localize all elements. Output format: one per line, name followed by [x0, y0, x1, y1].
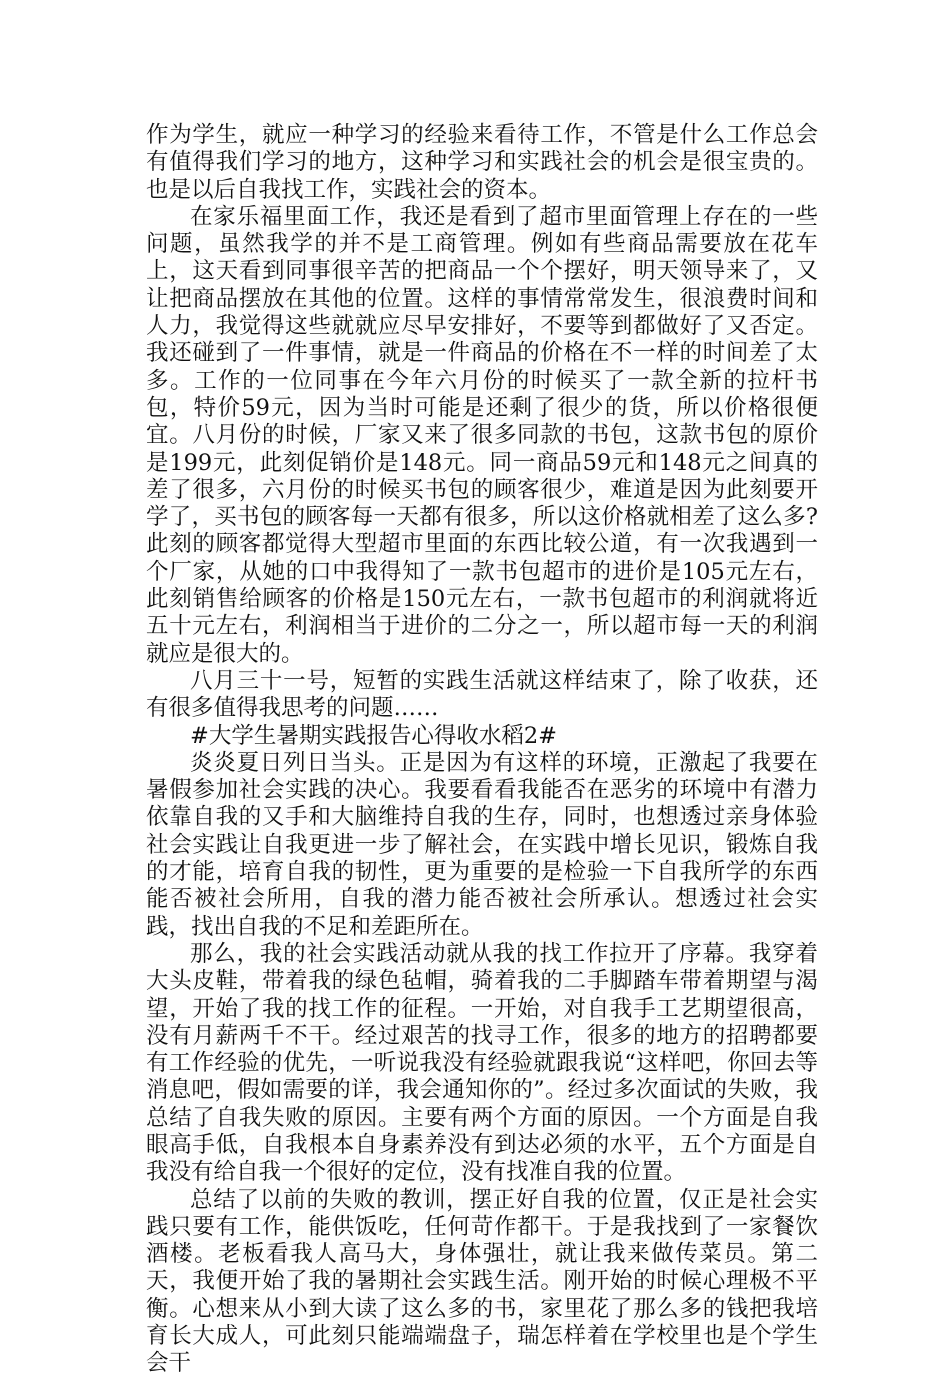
- paragraph-2: 在家乐福里面工作，我还是看到了超市里面管理上存在的一些问题，虽然我学的并不是工商管理。例如有些商品需要放在花车上，这天看到同事很辛苦的把商品一个个摆好，明天领导来了，又让把商品摆放在其他的位置。这样的事情常常发生，很浪费时间和人力，我觉得这些就就应尽早安排好，不要等到都做好了又否定。我还碰到了一件事情，就是一件商品的价格在不一样的时间差了太多。工作的一位同事在今年六月份的时候买了一款全新的拉杆书包，特价59元，因为当时可能是还剩了很少的货，所以价格很便宜。八月份的时候，厂家又来了很多同款的书包，这款书包的原价是199元，此刻促销价是148元。同一商品59元和148元之间真的差了很多，六月份的时候买书包的顾客很少，难道是因为此刻要开学了，买书包的顾客每一天都有很多，所以这价格就相差了这么多?此刻的顾客都觉得大型超市里面的东西比较公道，有一次我遇到一个厂家，从她的口中我得知了一款书包超市的进价是105元左右，此刻销售给顾客的价格是150元左右，一款书包超市的利润就将近五十元左右，利润相当于进价的二分之一，所以超市每一天的利润就应是很大的。: [146, 203, 818, 667]
- paragraph-7: 总结了以前的失败的教训，摆正好自我的位置，仅正是社会实践只要有工作，能供饭吃，任何苛作都干。于是我找到了一家餐饮酒楼。老板看我人高马大，身体强壮，就让我来做传菜员。第二天，我便开始了我的暑期社会实践生活。刚开始的时候心理极不平衡。心想来从小到大读了这么多的书，家里花了那么多的钱把我培育长大成人，可此刻只能端端盘子，瑞怎样着在学校里也是个学生会干: [146, 1186, 818, 1377]
- paragraph-1: 作为学生，就应一种学习的经验来看待工作，不管是什么工作总会有值得我们学习的地方，这种学习和实践社会的机会是很宝贵的。也是以后自我找工作，实践社会的资本。: [146, 122, 818, 203]
- section-heading: #大学生暑期实践报告心得收水稻2#: [190, 722, 558, 749]
- paragraph-3: 八月三十一号，短暂的实践生活就这样结束了，除了收获，还有很多值得我思考的问题……: [146, 667, 818, 722]
- paragraph-5: 炎炎夏日列日当头。正是因为有这样的环境，正激起了我要在暑假参加社会实践的决心。我要看看我能否在恶劣的环境中有潜力依靠自我的又手和大脑维持自我的生存，同时，也想透过亲身体验社会实践让自我更进一步了解社会，在实践中增长见识，锻炼自我的才能，培育自我的韧性，更为重要的是检验一下自我所学的东西能否被社会所用，自我的潜力能否被社会所承认。想透过社会实践，找出自我的不足和差距所在。: [146, 749, 818, 940]
- document-body: [146, 122, 818, 1378]
- paragraph-6: 那么，我的社会实践活动就从我的找工作拉开了序幕。我穿着大头皮鞋，带着我的绿色毡帽，骑着我的二手脚踏车带着期望与渴望，开始了我的找工作的征程。一开始，对自我手工艺期望很高，没有月薪两千不干。经过艰苦的找寻工作，很多的地方的招聘都要有工作经验的优先，一听说我没有经验就跟我说“这样吧，你回去等消息吧，假如需要的详，我会通知你的”。经过多次面试的失败，我总结了自我失败的原因。主要有两个方面的原因。一个方面是自我眼高手低，自我根本自身素养没有到达必须的水平，五个方面是自我没有给自我一个很好的定位，没有找准自我的位置。: [146, 940, 818, 1186]
